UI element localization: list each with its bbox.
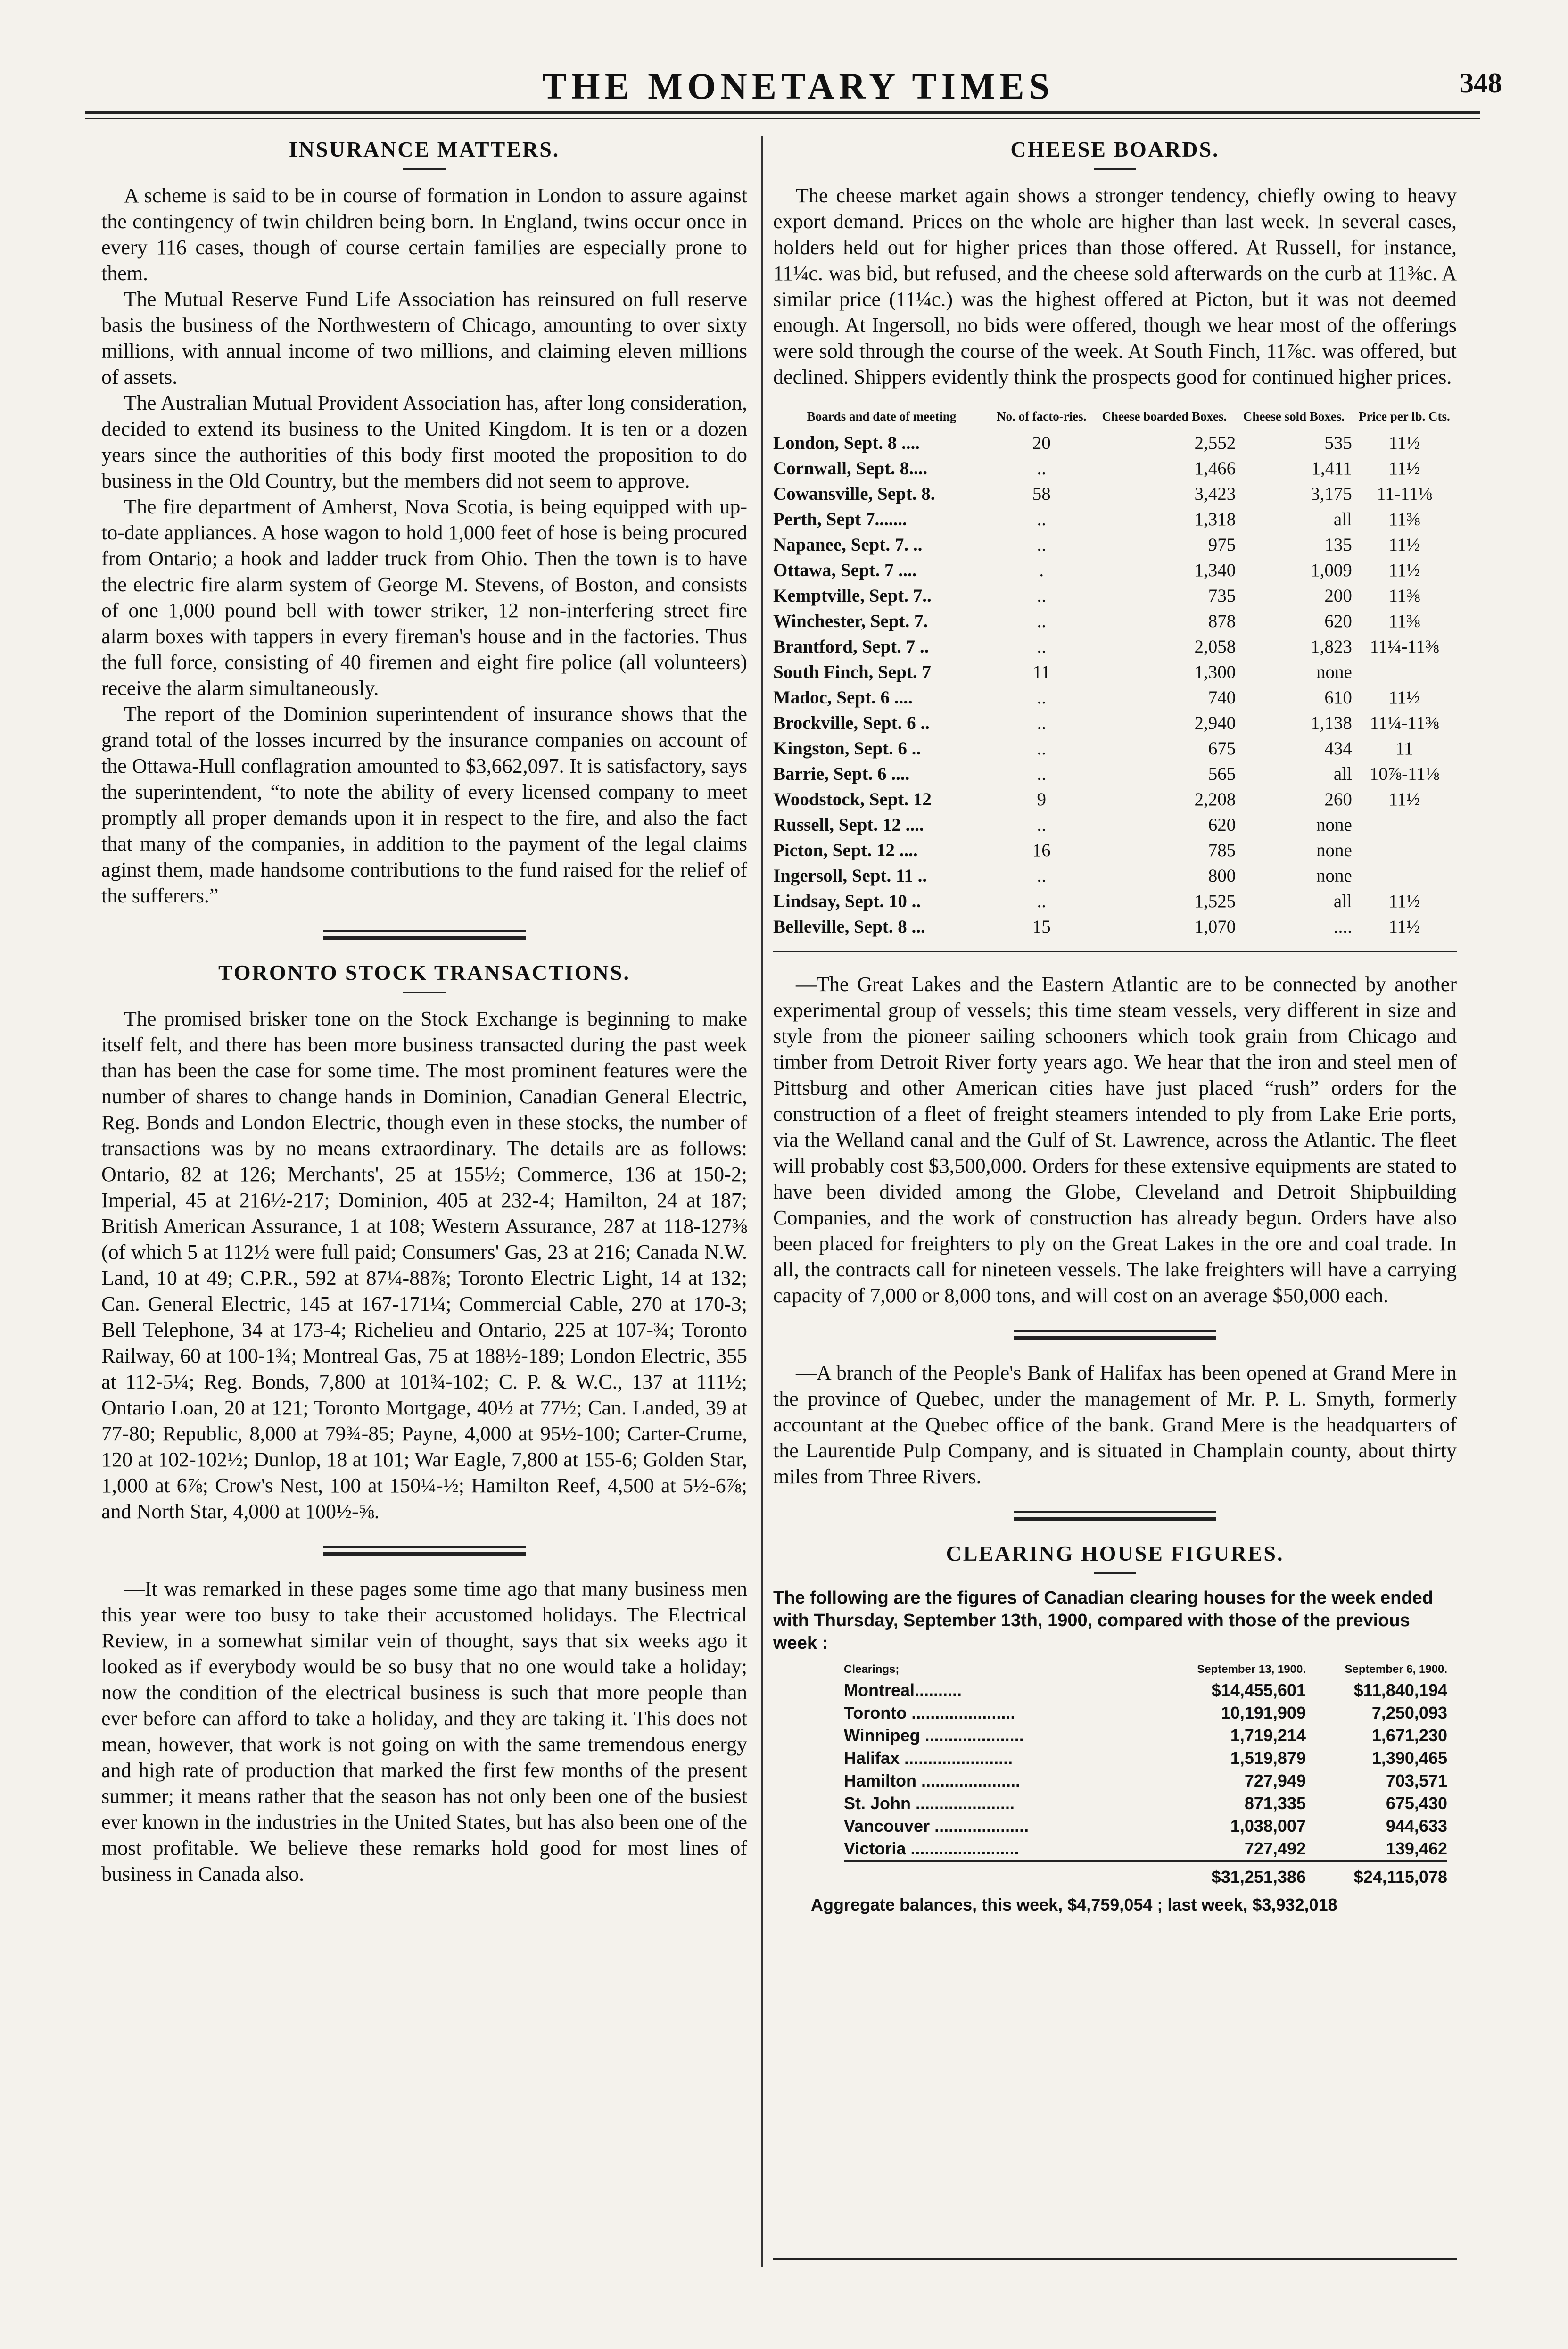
table-row [844, 1679, 1447, 1702]
table-cell: Ingersoll, Sept. 11 .. [773, 865, 927, 886]
table-cell: 11⅜ [1388, 611, 1420, 631]
clearing-table [844, 1663, 1447, 1888]
table-cell: 703,571 [1386, 1771, 1447, 1790]
table-cell: St. John ..................... [844, 1794, 1015, 1813]
column-header: September 13, 1900. [1197, 1663, 1306, 1676]
table-cell: Halifax ....................... [844, 1748, 1013, 1768]
table-row [773, 608, 1457, 634]
table-row [773, 761, 1457, 786]
title-rule [1094, 1572, 1136, 1574]
insurance-title: INSURANCE MATTERS. [289, 137, 560, 161]
table-cell: 675,430 [1386, 1794, 1447, 1813]
table-cell: Russell, Sept. 12 .... [773, 814, 924, 835]
table-cell [1352, 659, 1457, 685]
table-cell: 11½ [1388, 891, 1420, 911]
table-cell: Hamilton ..................... [844, 1771, 1021, 1790]
table-cell: $11,840,194 [1353, 1680, 1447, 1700]
table-cell: Picton, Sept. 12 .... [773, 840, 918, 860]
table-cell: .. [1037, 687, 1046, 708]
table-cell: 11½ [1388, 789, 1420, 810]
section-divider [1014, 1511, 1216, 1521]
table-cell: Toronto ...................... [844, 1703, 1015, 1722]
table-cell: 610 [1324, 687, 1352, 708]
table-cell: 878 [1208, 611, 1236, 631]
right-column [773, 137, 1457, 1915]
publication-title: THE MONETARY TIMES [542, 66, 1054, 107]
table-cell: Cowansville, Sept. 8. [773, 483, 935, 504]
table-cell: .. [1037, 865, 1046, 886]
article-paragraph: —The Great Lakes and the Eastern Atlantic are to be connected by another experimental group of vessels; this time steam vessels, very different in size and style from the pioneer sailing schooners which took grain from Chicago and timber from Detroit River forty years ago. We hear that the iron and steel men of Pittsburg and other American cities have just placed “rush” orders for the construction of a fleet of freight steamers intended to ply from Lake Erie ports, via the Welland canal and the Gulf of St. Lawrence, across the Atlantic. The fleet will probably cost $3,500,000. Orders for these extensive equipments are stated to have been divided among the Globe, Cleveland and Detroit Shipbuilding Companies, and the work of construction has already begun. Orders have also been placed for freighters to ply on the Great Lakes in the ore and coal trade. In all, the contracts call for nineteen vessels. The lake freighters will have a carrying capacity of 7,000 or 8,000 tons, and will cost on an average $50,000 each. [773, 973, 1457, 1307]
table-cell: 58 [1032, 483, 1051, 504]
table-cell: 11½ [1388, 534, 1420, 555]
table-cell: Winnipeg ..................... [844, 1726, 1024, 1745]
table-cell: 11½ [1388, 458, 1420, 479]
table-cell: 944,633 [1386, 1816, 1447, 1836]
table-row [844, 1815, 1447, 1837]
table-cell: Ottawa, Sept. 7 .... [773, 560, 917, 580]
aggregate-balances: Aggregate balances, this week, $4,759,054 ; last week, $3,932,018 [811, 1895, 1337, 1914]
cheese-table-body [773, 430, 1457, 939]
table-cell: 1,318 [1194, 509, 1236, 529]
table-row [844, 1837, 1447, 1861]
table-cell [1352, 863, 1457, 888]
clearing-title: CLEARING HOUSE FIGURES. [946, 1541, 1284, 1565]
table-cell: 620 [1208, 814, 1236, 835]
totals-row [844, 1861, 1447, 1888]
table-cell: Brockville, Sept. 6 .. [773, 712, 930, 733]
table-cell: South Finch, Sept. 7 [773, 662, 931, 682]
table-cell: 620 [1324, 611, 1352, 631]
table-cell: 1,038,007 [1230, 1816, 1306, 1836]
article-paragraph: The fire department of Amherst, Nova Scotia, is being equipped with up-to-date appliances. A hose wagon to hold 1,000 feet of hose is being procured from Ontario; a hook and ladder truck from Ohio. Then the town is to have the electric fire alarm system of George M. Stevens, of Boston, and consists of one 1,000 pound bell with tower striker, 12 non-interfering street fire alarm boxes with tappers in every fireman's house and in the factories. Thus the full force, consisting of 40 firemen and eight fire police (all volunteers) receive the alarm simultaneously. [101, 495, 747, 700]
table-cell: 565 [1208, 763, 1236, 784]
table-cell: 11-11⅛ [1377, 483, 1432, 504]
table-cell: 15 [1032, 916, 1051, 937]
table-row [773, 634, 1457, 659]
table-row [773, 685, 1457, 710]
table-cell: 1,009 [1311, 560, 1352, 580]
table-cell: . [1039, 560, 1044, 580]
table-cell: Barrie, Sept. 6 .... [773, 763, 910, 784]
table-row [773, 710, 1457, 736]
column-header: No. of facto-ries. [997, 409, 1087, 423]
table-cell [844, 1861, 1169, 1888]
article-paragraph: The Australian Mutual Provident Association has, after long consideration, decided to extend its business to the United Kingdom. It is ten or a dozen years since the authorities of this body first mooted the proposition to do business in the Old Country, but the members did not seem to approve. [101, 391, 747, 492]
table-cell: 1,466 [1194, 458, 1236, 479]
table-cell: none [1316, 814, 1352, 835]
masthead [85, 57, 1511, 108]
table-cell: 11½ [1388, 560, 1420, 580]
table-cell: $14,455,601 [1211, 1680, 1306, 1700]
title-rule [403, 168, 446, 170]
table-cell: 1,138 [1311, 712, 1352, 733]
table-cell: .... [1333, 916, 1352, 937]
table-cell: 2,058 [1194, 636, 1236, 657]
table-cell: Victoria ....................... [844, 1839, 1019, 1858]
column-header: Cheese sold Boxes. [1243, 409, 1345, 423]
table-cell: 785 [1208, 840, 1236, 860]
table-cell: 1,300 [1194, 662, 1236, 682]
page-number: 348 [1460, 67, 1502, 99]
table-cell: 260 [1324, 789, 1352, 810]
table-cell: 1,823 [1311, 636, 1352, 657]
table-cell: 11¼-11⅜ [1370, 636, 1439, 657]
table-cell [1352, 812, 1457, 837]
clearing-intro: The following are the figures of Canadian clearing houses for the week ended with Thursday, September 13th, 1900, compared with those of the previous week : [773, 1588, 1433, 1653]
table-row [773, 506, 1457, 532]
table-cell: .. [1037, 585, 1046, 606]
table-cell: Woodstock, Sept. 12 [773, 789, 932, 810]
cheese-boards-table [773, 409, 1457, 939]
title-rule [403, 992, 446, 993]
table-cell: .. [1037, 458, 1046, 479]
header-rule-top [85, 111, 1480, 114]
table-cell: Kemptville, Sept. 7.. [773, 585, 932, 606]
table-row [773, 583, 1457, 608]
table-cell: 139,462 [1386, 1839, 1447, 1858]
table-cell: 740 [1208, 687, 1236, 708]
table-cell: .. [1037, 763, 1046, 784]
column-separator [761, 136, 763, 2267]
table-cell: 3,175 [1311, 483, 1352, 504]
table-cell: Lindsay, Sept. 10 .. [773, 891, 921, 911]
table-row [773, 481, 1457, 506]
column-header: Cheese boarded Boxes. [1102, 409, 1227, 423]
table-cell: 3,423 [1194, 483, 1236, 504]
table-cell: Brantford, Sept. 7 .. [773, 636, 929, 657]
table-cell: Winchester, Sept. 7. [773, 611, 928, 631]
article-paragraph: —It was remarked in these pages some time ago that many business men this year were too busy to take their accustomed holidays. The Electrical Review, in a somewhat similar vein of thought, says that six weeks ago it looked as if everybody would be so busy that no one would take a holiday; now the condition of the electrical business is such that more people than ever before can afford to take a holiday, and they are taking it. This does not mean, however, that work is not going on with the same tremendous energy and high rate of production that marked the first few months of the present summer; it means rather that the season has not only been one of the busiest ever known in the industries in the United States, but has also been one of the most profitable. We believe these remarks hold good for most lines of business in Canada also. [101, 1577, 747, 1886]
table-cell: 1,719,214 [1230, 1726, 1306, 1745]
table-cell: .. [1037, 814, 1046, 835]
table-cell: Cornwall, Sept. 8.... [773, 458, 928, 479]
column-header: Boards and date of meeting [807, 409, 957, 423]
table-cell: Madoc, Sept. 6 .... [773, 687, 913, 708]
table-cell: 135 [1324, 534, 1352, 555]
table-cell: 11⅜ [1388, 585, 1420, 606]
table-row [773, 557, 1457, 583]
table-row [773, 736, 1457, 761]
table-cell: 727,492 [1244, 1839, 1306, 1858]
table-cell: .. [1037, 534, 1046, 555]
section-divider [323, 1546, 526, 1556]
table-cell: 11¼-11⅜ [1370, 712, 1439, 733]
table-row [844, 1747, 1447, 1770]
column-header: September 6, 1900. [1345, 1663, 1447, 1676]
article-paragraph: The promised brisker tone on the Stock Exchange is beginning to make itself felt, and there has been more business transacted during the past week than has been the case for some time. The most prominent features were the number of shares to change hands in Dominion, Canadian General Electric, Reg. Bonds and London Electric, though even in these stocks, the number of transactions was by no means extraordinary. The details are as follows: Ontario, 82 at 126; Merchants', 25 at 155½; Commerce, 136 at 150-2; Imperial, 45 at 216½-217; Dominion, 405 at 232-4; Hamilton, 24 at 187; British American Assurance, 1 at 108; Western Assurance, 287 at 118-127⅜ (of which 5 at 112½ were full paid; Consumers' Gas, 23 at 216; Canada N.W. Land, 10 at 49; C.P.R., 592 at 87¼-88⅞; Toronto Electric Light, 14 at 132; Can. General Electric, 145 at 167-171¼; Commercial Cable, 270 at 170-3; Bell Telephone, 34 at 173-4; Richelieu and Ontario, 225 at 107-¾; Toronto Railway, 60 at 100-1¾; Montreal Gas, 75 at 188½-189; London Electric, 355 at 112-5¼; Reg. Bonds, 7,800 at 101¾-102; C. P. & W.C., 137 at 111½; Ontario Loan, 20 at 121; Toronto Mortgage, 40½ at 77½; Can. Landed, 39 at 77-80; Republic, 8,000 at 79¾-85; Payne, 4,000 at 95½-100; Carter-Crume, 120 at 102-102½; Dunlop, 18 at 101; War Eagle, 7,800 at 155-6; Golden Star, 1,000 at 6⅞; Crow's Nest, 100 at 150¼-½; Hamilton Reef, 4,500 at 5½-6⅞; and North Star, 4,000 at 100½-⅝. [101, 1007, 747, 1523]
article-paragraph: The cheese market again shows a stronger tendency, chiefly owing to heavy export demand. Prices on the whole are higher than last week. In several cases, holders held out for higher prices than those offered. At Russell, for instance, 11¼c. was bid, but refused, and the cheese sold afterwards on the curb at 11⅜c. A similar price (11¼c.) was the highest offered at Picton, but it was not deemed enough. At Ingersoll, no bids were offered, though we hear most of the offerings were sold through the course of the week. At South Finch, 11⅞c. was offered, but declined. Shippers evidently think the prospects good for continued higher prices. [773, 184, 1457, 389]
table-cell: 11½ [1388, 432, 1420, 453]
table-cell: 975 [1208, 534, 1236, 555]
table-cell: all [1333, 763, 1352, 784]
table-cell: .. [1037, 611, 1046, 631]
table-row [773, 837, 1457, 863]
table-cell: 1,671,230 [1371, 1726, 1447, 1745]
table-cell: 11 [1032, 662, 1050, 682]
table-cell: 1,519,879 [1230, 1748, 1306, 1768]
table-cell: 535 [1324, 432, 1352, 453]
table-cell: London, Sept. 8 .... [773, 432, 920, 453]
cheese-title: CHEESE BOARDS. [1010, 137, 1220, 161]
table-row [773, 430, 1457, 455]
table-cell: Perth, Sept 7....... [773, 509, 907, 529]
table-cell: 800 [1208, 865, 1236, 886]
table-cell: Napanee, Sept. 7. .. [773, 534, 923, 555]
bottom-rule [773, 2258, 1457, 2260]
table-cell: 10⅞-11⅛ [1369, 763, 1439, 784]
table-cell: 2,208 [1194, 789, 1236, 810]
table-cell: 200 [1324, 585, 1352, 606]
table-row [773, 888, 1457, 914]
table-row [773, 812, 1457, 837]
table-cell: 735 [1208, 585, 1236, 606]
table-cell: 434 [1324, 738, 1352, 759]
table-cell: none [1316, 840, 1352, 860]
table-row [773, 914, 1457, 939]
table-cell: 11⅜ [1388, 509, 1420, 529]
table-row [773, 659, 1457, 685]
title-rule [1094, 168, 1136, 170]
table-header-row [773, 409, 1457, 430]
table-cell: Montreal.......... [844, 1680, 962, 1700]
column-header: Price per lb. Cts. [1359, 409, 1450, 423]
table-row [844, 1770, 1447, 1792]
table-row [844, 1792, 1447, 1815]
table-cell: 7,250,093 [1371, 1703, 1447, 1722]
article-paragraph: —A branch of the People's Bank of Halifax has been opened at Grand Mere in the province of Quebec, under the management of Mr. P. L. Smyth, formerly accountant at the Quebec office of the bank. Grand Mere is the headquarters of the Laurentide Pulp Company, and is situated in Champlain county, about thirty miles from Three Rivers. [773, 1361, 1457, 1488]
article-paragraph: The report of the Dominion superintendent of insurance shows that the grand total of the losses incurred by the insurance companies on account of the Ottawa-Hull conflagration amounted to $3,662,097. It is satisfactory, says the superintendent, “to note the ability of every licensed company to meet promptly all proper demands upon it in respect to the fire, and also the fact that many of the companies, in addition to the payment of the legal claims aginst them, made handsome contributions to the fund raised for the relief of the sufferers.” [101, 703, 747, 907]
table-cell: .. [1037, 891, 1046, 911]
table-cell: 2,940 [1194, 712, 1236, 733]
table-cell: 16 [1032, 840, 1051, 860]
toronto-title: TORONTO STOCK TRANSACTIONS. [218, 960, 630, 984]
table-cell: 1,525 [1194, 891, 1236, 911]
article-paragraph: A scheme is said to be in course of formation in London to assure against the contingency of twin children being born. In England, twins occur once in every 116 cases, though of course certain families are especially prone to them. [101, 184, 747, 285]
table-cell: none [1316, 865, 1352, 886]
table-cell: 727,949 [1244, 1771, 1306, 1790]
table-cell: .. [1037, 509, 1046, 529]
table-cell: .. [1037, 738, 1046, 759]
table-row [773, 455, 1457, 481]
column-header: Clearings; [844, 1663, 900, 1676]
article-paragraph: The Mutual Reserve Fund Life Association has reinsured on full reserve basis the business of the Northwestern of Chicago, amounting to over sixty millions, with annual income of two millions, and claiming eleven millions of assets. [101, 288, 747, 389]
table-cell: 10,191,909 [1221, 1703, 1306, 1722]
table-cell: 2,552 [1194, 432, 1236, 453]
table-cell: all [1333, 891, 1352, 911]
left-column [101, 137, 747, 1887]
table-cell: 11½ [1388, 916, 1420, 937]
table-row [844, 1724, 1447, 1747]
table-cell: Vancouver .................... [844, 1816, 1029, 1836]
table-cell: 1,070 [1194, 916, 1236, 937]
table-cell [1352, 837, 1457, 863]
table-cell: 1,411 [1311, 458, 1352, 479]
table-row [773, 786, 1457, 812]
table-row [773, 532, 1457, 557]
table-cell: all [1333, 509, 1352, 529]
table-cell: 871,335 [1244, 1794, 1306, 1813]
table-cell: 675 [1208, 738, 1236, 759]
table-cell: 20 [1032, 432, 1051, 453]
table-cell: Belleville, Sept. 8 ... [773, 916, 925, 937]
section-divider [1014, 1330, 1216, 1340]
table-cell: .. [1037, 712, 1046, 733]
table-header-row [844, 1663, 1447, 1679]
section-divider [323, 930, 526, 940]
header-rule-bottom [85, 118, 1480, 119]
table-cell: 11 [1395, 738, 1413, 759]
table-cell: Kingston, Sept. 6 .. [773, 738, 921, 759]
total-cell: $24,115,078 [1306, 1861, 1447, 1888]
table-cell: 1,390,465 [1371, 1748, 1447, 1768]
table-row [844, 1702, 1447, 1724]
table-row [773, 863, 1457, 888]
table-cell: 1,340 [1194, 560, 1236, 580]
table-cell: none [1316, 662, 1352, 682]
table-cell: 11½ [1388, 687, 1420, 708]
table-cell: 9 [1037, 789, 1046, 810]
total-cell: $31,251,386 [1169, 1861, 1306, 1888]
table-cell: .. [1037, 636, 1046, 657]
clearing-table-body [844, 1679, 1447, 1888]
